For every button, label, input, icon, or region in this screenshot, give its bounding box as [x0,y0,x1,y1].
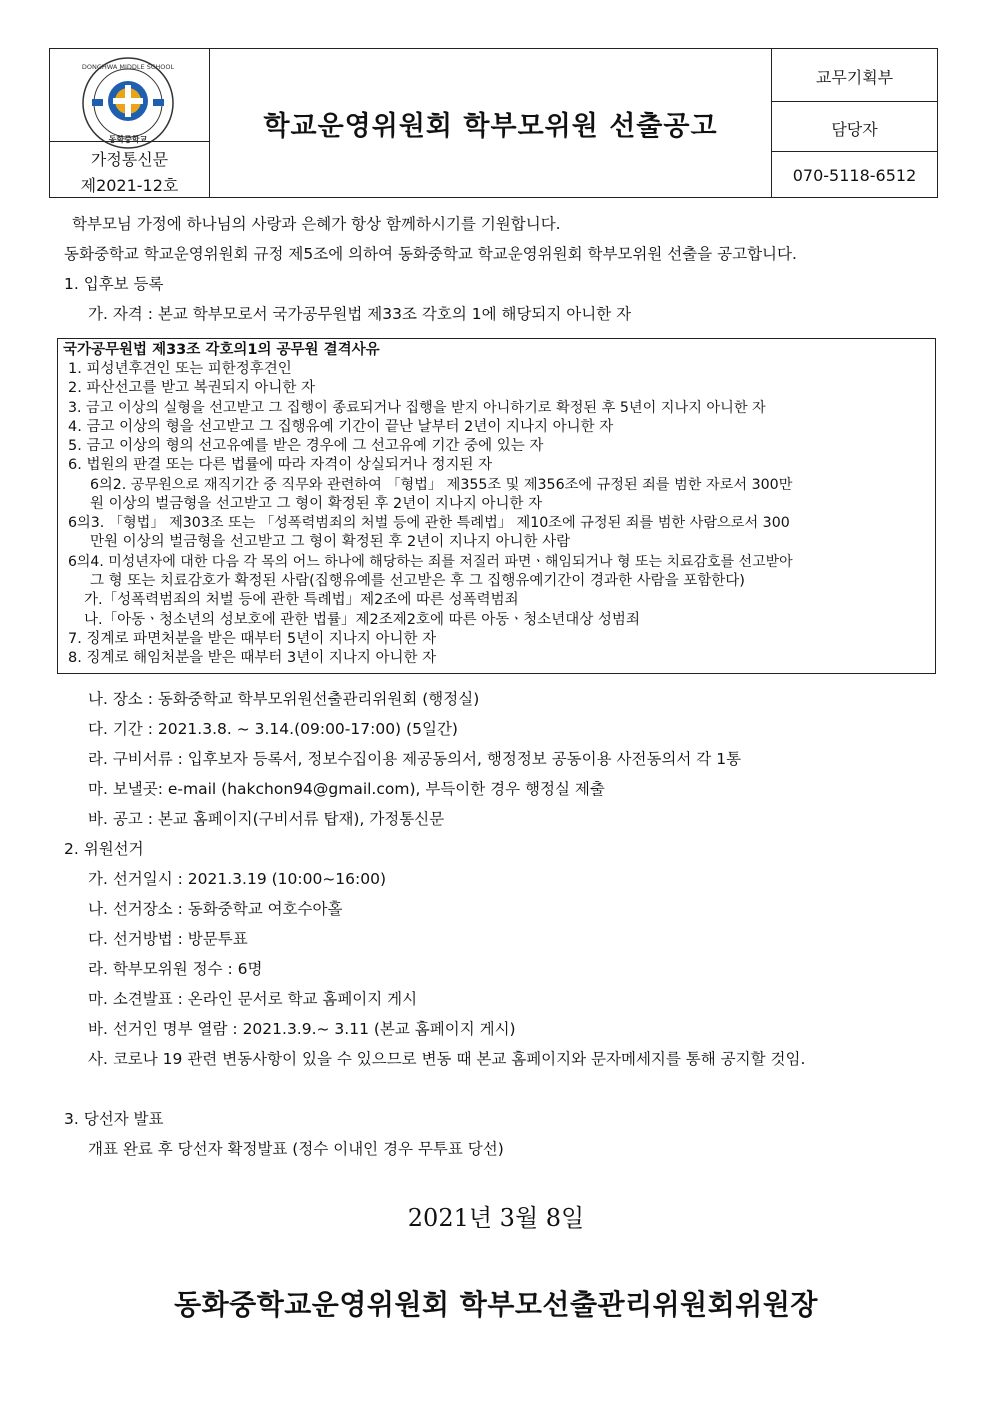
section2-item: 사. 코로나 19 관련 변동사항이 있을 수 있으므로 변동 때 본교 홈페이지와 문자메세지를 통해 공지할 것임. [88,1050,806,1068]
section1-item: 다. 기간 : 2021.3.8. ~ 3.14.(09:00-17:00) (5일간) [88,720,458,738]
header-right-divider-2 [772,151,937,152]
section2-heading: 2. 위원선거 [64,840,144,858]
section1-item: 바. 공고 : 본교 홈페이지(구비서류 탑재), 가정통신문 [88,810,445,828]
header-table [49,48,938,198]
box-line: 5. 금고 이상의 형의 선고유예를 받은 경우에 그 선고유예 기간 중에 있는 자 [68,438,544,454]
box-line: 7. 징계로 파면처분을 받은 때부터 5년이 지나지 아니한 자 [68,631,437,647]
newsletter-number: 제2021-12호 [80,176,179,195]
box-line: 나.「아동ㆍ청소년의 성보호에 관한 법률」제2조제2호에 따른 아동ㆍ청소년대상 성범죄 [84,612,640,628]
box-line: 3. 금고 이상의 실형을 선고받고 그 집행이 종료되거나 집행을 받지 아니하기로 확정된 후 5년이 지나지 아니한 자 [68,400,766,416]
box-line: 6의4. 미성년자에 대한 다음 각 목의 어느 하나에 해당하는 죄를 저질러 파면ㆍ해임되거나 형 또는 치료감호를 선고받아 [68,554,793,570]
header-right-divider-1 [772,101,937,102]
section1-item: 라. 구비서류 : 입후보자 등록서, 정보수집이용 제공동의서, 행정정보 공동이용 사전동의서 각 1통 [88,750,742,768]
header-left-divider [50,141,209,142]
box-line: 가.「성폭력범죄의 처벌 등에 관한 특례법」제2조에 따른 성폭력범죄 [84,592,519,608]
section1-item-email: 마. 보낼곳: e-mail (hakchon94@gmail.com), 부득이한 경우 행정실 제출 [88,780,605,798]
box-line: 4. 금고 이상의 형을 선고받고 그 집행유예 기간이 끝난 날부터 2년이 지나지 아니한 자 [68,419,614,435]
header-right-cell [771,49,937,197]
intro-announcement: 동화중학교 학교운영위원회 규정 제5조에 의하여 동화중학교 학교운영위원회 학부모위원 선출을 공고합니다. [64,245,797,263]
section2-item: 나. 선거장소 : 동화중학교 여호수아홀 [88,900,343,918]
header-left-cell [50,49,210,197]
section1-heading: 1. 입후보 등록 [64,275,164,293]
section3-text: 개표 완료 후 당선자 확정발표 (정수 이내인 경우 무투표 당선) [88,1140,504,1158]
newsletter-label: 가정통신문 [90,150,169,169]
box-line: 1. 피성년후견인 또는 피한정후견인 [68,361,292,377]
section1-qualification: 가. 자격 : 본교 학부모로서 국가공무원법 제33조 각호의 1에 해당되지 아니한 자 [88,305,632,323]
intro-greeting: 학부모님 가정에 하나님의 사랑과 은혜가 항상 함께하시기를 기원합니다. [72,215,561,233]
disqualification-box [57,338,936,674]
issue-date: 2021년 3월 8일 [407,1204,585,1232]
department-label: 교무기획부 [815,68,894,87]
section3-heading: 3. 당선자 발표 [64,1110,164,1128]
document-title: 학교운영위원회 학부모위원 선출공고 [263,110,718,142]
contact-phone: 070-5118-6512 [792,166,917,185]
contact-label: 담당자 [831,120,878,139]
box-line: 8. 징계로 해임처분을 받은 때부터 3년이 지나지 아니한 자 [68,650,437,666]
section2-item: 가. 선거일시 : 2021.3.19 (10:00~16:00) [88,870,387,888]
box-line: 6. 법원의 판결 또는 다른 법률에 따라 자격이 상실되거나 정지된 자 [68,457,493,473]
box-line: 2. 파산선고를 받고 복권되지 아니한 자 [68,380,315,396]
svg-text:DONGHWA MIDDLE SCHOOL: DONGHWA MIDDLE SCHOOL [81,63,175,71]
section1-item: 나. 장소 : 동화중학교 학부모위원선출관리위원회 (행정실) [88,690,480,708]
box-title: 국가공무원법 제33조 각호의1의 공무원 결격사유 [63,342,380,358]
signature-line: 동화중학교운영위원회 학부모선출관리위원회위원장 [174,1288,818,1321]
section2-item: 바. 선거인 명부 열람 : 2021.3.9.~ 3.11 (본교 홈페이지 게시) [88,1020,516,1038]
box-line: 그 형 또는 치료감호가 확정된 사람(집행유예를 선고받은 후 그 집행유예기간이 경과한 사람을 포함한다) [90,573,745,589]
section2-item: 마. 소견발표 : 온라인 문서로 학교 홈페이지 게시 [88,990,418,1008]
box-line: 원 이상의 벌금형을 선고받고 그 형이 확정된 후 2년이 지나지 아니한 자 [90,496,543,512]
section2-item: 라. 학부모위원 정수 : 6명 [88,960,263,978]
box-line: 6의2. 공무원으로 재직기간 중 직무와 관련하여 「형법」 제355조 및 제356조에 규정된 죄를 범한 자로서 300만 [90,477,793,493]
box-line: 6의3. 「형법」 제303조 또는 「성폭력범죄의 처벌 등에 관한 특례법」 제10조에 규정된 죄를 범한 사람으로서 300 [68,515,790,531]
box-line: 만원 이상의 벌금형을 선고받고 그 형이 확정된 후 2년이 지나지 아니한 사람 [90,534,571,550]
section2-item: 다. 선거방법 : 방문투표 [88,930,248,948]
school-logo-icon [80,55,176,151]
svg-text:동화중학교: 동화중학교 [108,135,148,144]
